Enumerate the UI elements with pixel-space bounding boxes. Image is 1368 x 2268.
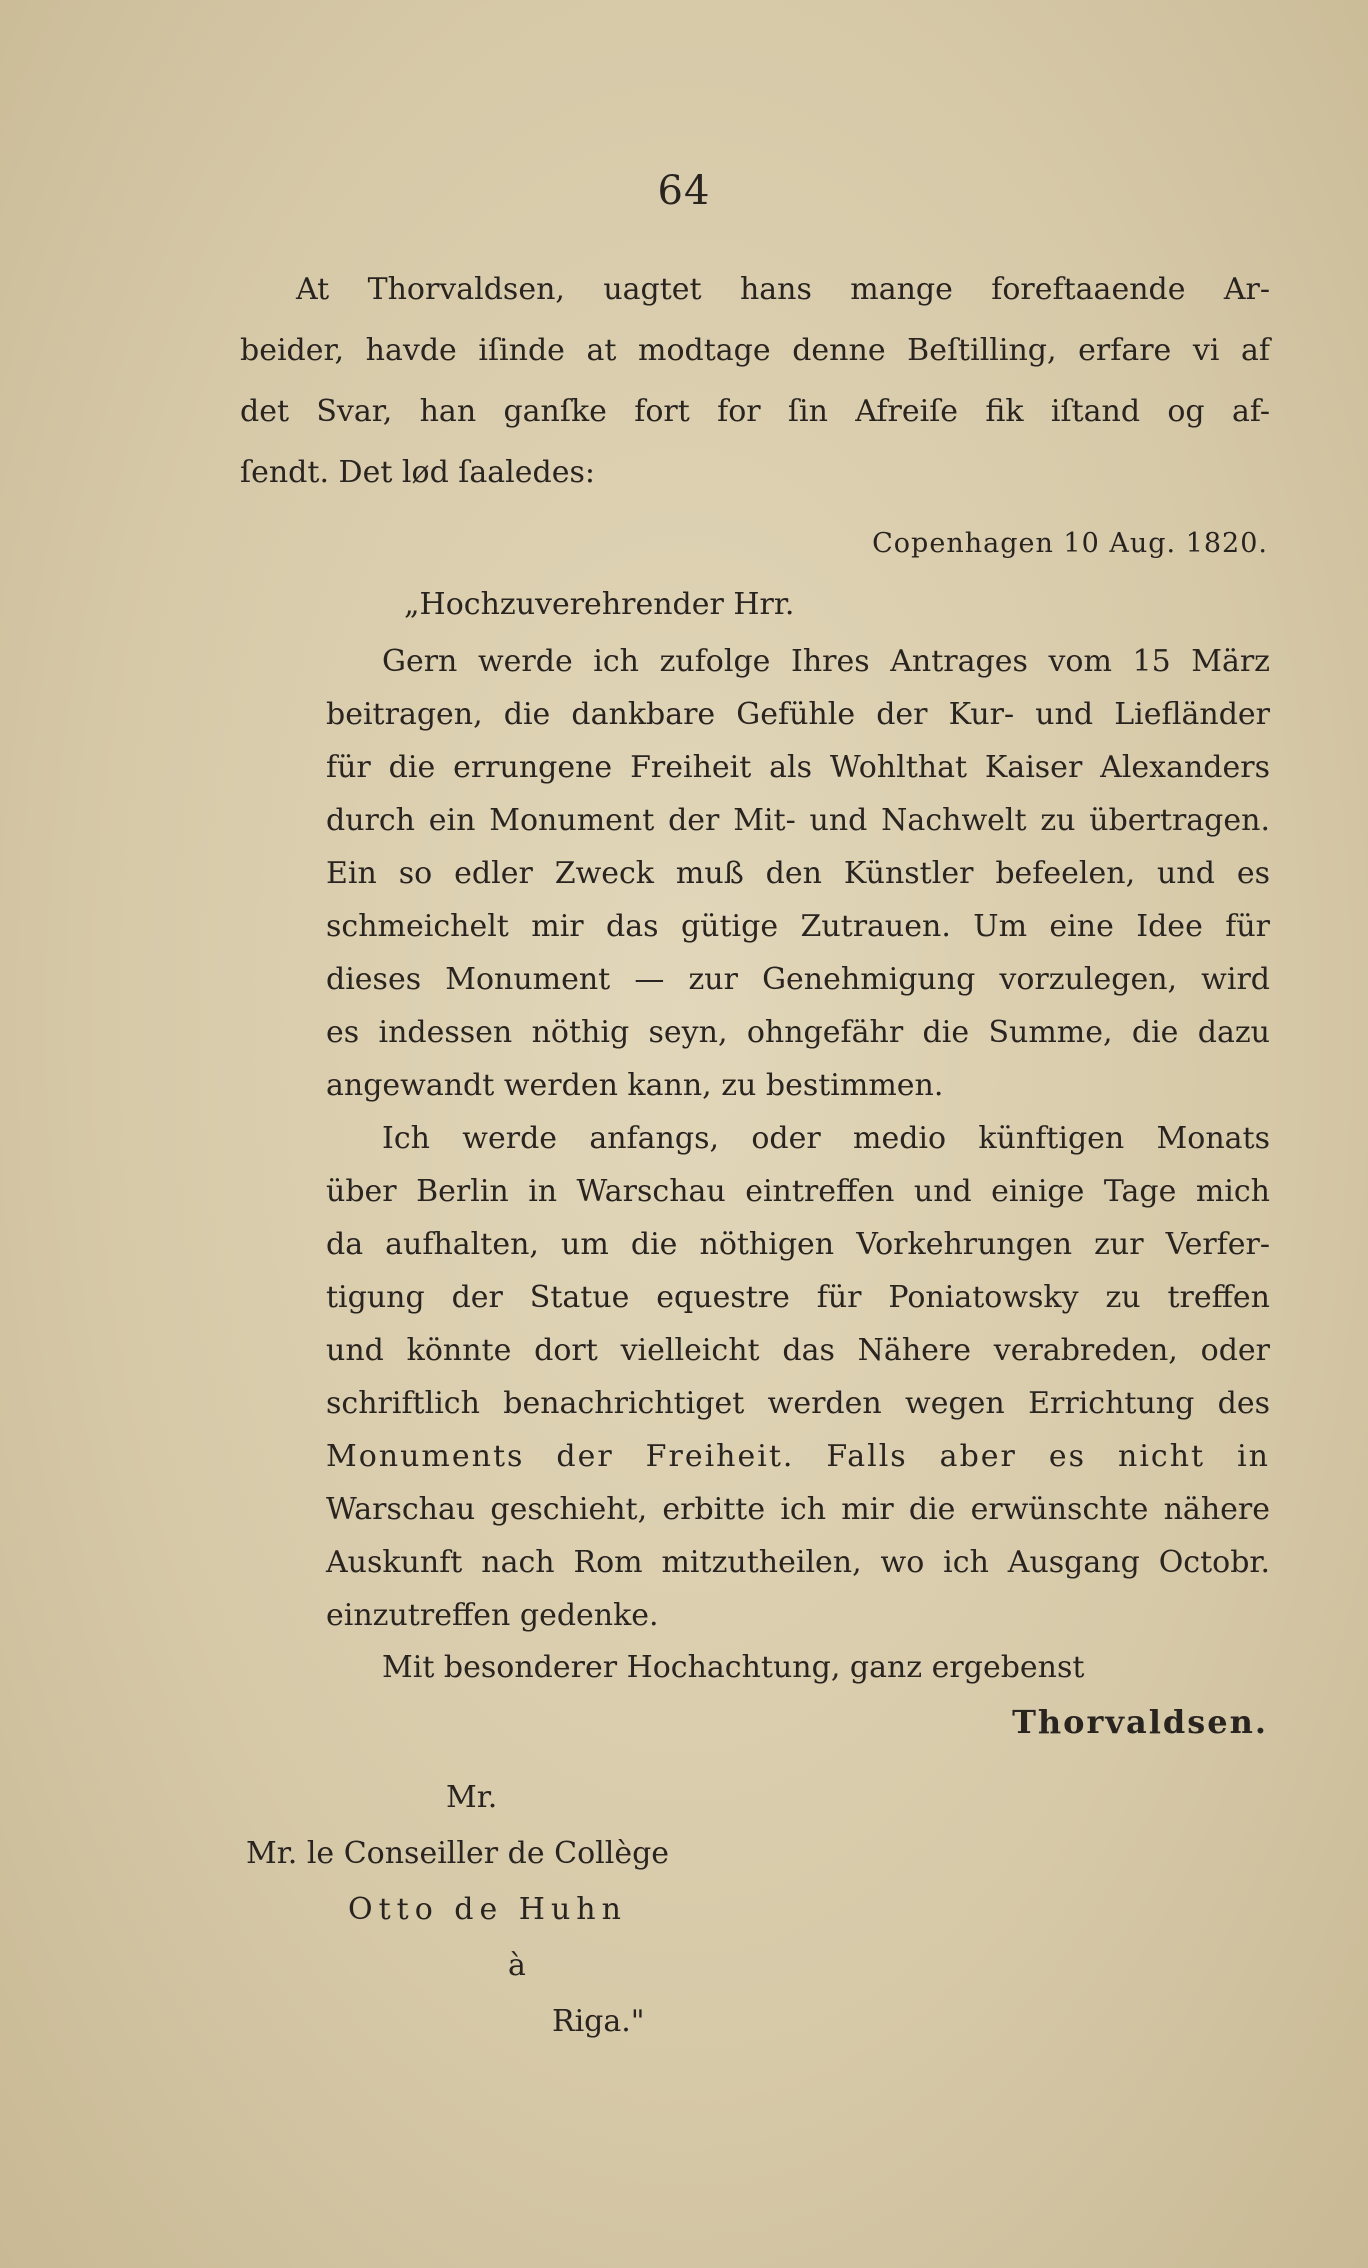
paragraph-line: schriftlich benachrichtiget werden wegen Errichtung des (326, 1386, 1270, 1421)
letter-signature: Thorvaldsen. (1012, 1703, 1268, 1741)
intro-line: ſendt. Det lød ſaaledes: (240, 455, 595, 490)
address-line: Mr. le Conseiller de Collège (246, 1836, 670, 1871)
letter-salutation: „Hochzuverehrender Hrr. (404, 587, 795, 622)
intro-line: det Svar, han ganſke fort for ſin Afreiſe fik iſtand og af- (240, 394, 1270, 429)
paragraph-line: Ein so edler Zweck muß den Künstler befeelen, und es (326, 856, 1270, 891)
paragraph-line: über Berlin in Warschau eintreffen und einige Tage mich (326, 1174, 1270, 1209)
paragraph-line: dieses Monument — zur Genehmigung vorzulegen, wird (326, 962, 1270, 997)
paragraph-line: Gern werde ich zufolge Ihres Antrages vom 15 März (382, 644, 1270, 679)
paragraph-line: Auskunft nach Rom mitzutheilen, wo ich Ausgang Octobr. (326, 1545, 1270, 1580)
paragraph-line: Warschau geschieht, erbitte ich mir die erwünschte nähere (326, 1492, 1270, 1527)
paragraph-line: für die errungene Freiheit als Wohlthat Kaiser Alexanders (326, 750, 1270, 785)
paragraph-line: Ich werde anfangs, oder medio künftigen Monats (382, 1121, 1270, 1156)
letter-closing: Mit besonderer Hochachtung, ganz ergebenst (382, 1650, 1085, 1685)
address-line: Otto de Huhn (348, 1892, 627, 1927)
paragraph-line: einzutreffen gedenke. (326, 1598, 659, 1633)
paragraph-line: schmeichelt mir das gütige Zutrauen. Um eine Idee für (326, 909, 1270, 944)
page-number: 64 (657, 168, 711, 214)
paragraph-line: angewandt werden kann, zu bestimmen. (326, 1068, 944, 1103)
paragraph-line: und könnte dort vielleicht das Nähere verabreden, oder (326, 1333, 1270, 1368)
intro-line: At Thorvaldsen, uagtet hans mange foreftaaende Ar- (296, 272, 1270, 307)
paragraph-line: es indessen nöthig seyn, ohngefähr die Summe, die dazu (326, 1015, 1270, 1050)
letter-dateline: Copenhagen 10 Aug. 1820. (872, 528, 1268, 559)
address-line: à (508, 1948, 526, 1983)
address-line: Riga." (552, 2004, 645, 2039)
paragraph-line: beitragen, die dankbare Gefühle der Kur- und Liefländer (326, 697, 1270, 732)
paragraph-line: da aufhalten, um die nöthigen Vorkehrungen zur Verfer- (326, 1227, 1270, 1262)
intro-line: beider, havde iſinde at modtage denne Beſtilling, erfare vi af (240, 333, 1270, 368)
paragraph-line: tigung der Statue equestre für Poniatowsky zu treffen (326, 1280, 1270, 1315)
paragraph-line: Monuments der Freiheit. Falls aber es nicht in (326, 1439, 1270, 1474)
paragraph-line: durch ein Monument der Mit- und Nachwelt zu übertragen. (326, 803, 1270, 838)
address-line: Mr. (446, 1780, 498, 1815)
